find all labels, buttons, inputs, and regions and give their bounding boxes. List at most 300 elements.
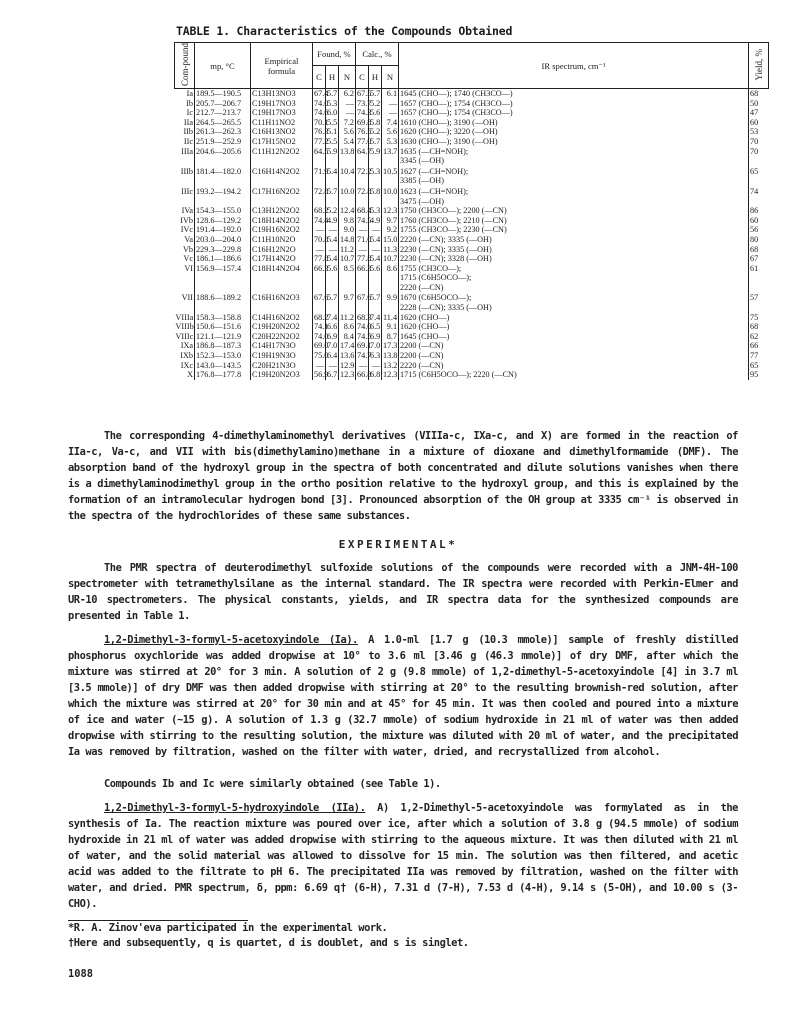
cell-cC: 73.7 [357, 98, 372, 108]
cell-fN: 17.4 [340, 341, 355, 351]
cell-ir: 1670 (C6H5OCO—); 2228 (—CN); 3335 (—OH) [399, 292, 749, 312]
cell-fN: 6.2 [339, 89, 356, 99]
cell-formula: C19H17NO3 [251, 99, 313, 109]
cell-cC: 77.0 [357, 136, 372, 146]
cell-ir: 2200 (—CN) [399, 341, 749, 351]
cell-formula: C17H16N2O2 [251, 186, 313, 206]
cell-yield: 80 [749, 235, 769, 245]
cell-cH: 5.7 [370, 89, 381, 99]
cell-cN: 8.6 [382, 264, 399, 293]
cell-mp: 158.3—158.8 [195, 313, 251, 323]
cell-cC: 74.3 [357, 108, 372, 118]
cell-yield: 47 [749, 108, 769, 118]
cell-cC: 77.8 [357, 254, 372, 264]
table-row [175, 292, 769, 312]
cell-fC: 67.4 [314, 89, 329, 99]
cell-cN: 9.9 [382, 292, 399, 312]
cell-formula: C16H13NO2 [251, 127, 313, 137]
table-row [175, 186, 769, 206]
cell-fN: 5.6 [339, 127, 356, 137]
cell-cH: — [369, 225, 382, 235]
cell-fH: — [326, 245, 339, 255]
cell-fH: 5.3 [327, 98, 338, 108]
cell-formula: C13H13NO3 [251, 89, 313, 99]
footnote-rule [68, 920, 248, 921]
cell-fH: 6.0 [327, 108, 338, 118]
cell-cH: 4.9 [370, 215, 381, 225]
cell-formula: C20H22N2O2 [251, 332, 313, 342]
cell-cH: 6.3 [370, 351, 381, 361]
table-row [175, 127, 769, 137]
cell-compound: Vb [182, 244, 193, 254]
table-row [175, 166, 769, 186]
cell-mp: 176.8—177.8 [195, 370, 251, 380]
cell-mp: 203.0—204.0 [195, 235, 251, 245]
cell-yield: 67 [749, 254, 769, 264]
cell-cH: 7.4 [370, 312, 381, 322]
cell-fH: 5.4 [326, 166, 339, 186]
cell-compound: Ib [186, 98, 193, 108]
cell-fC: 74.0 [314, 98, 329, 108]
cell-ir: 2220 (—CN) [399, 361, 749, 371]
cell-ir: 1620 (CHO—); 3220 (—OH) [399, 127, 749, 137]
cell-compound: IIb [183, 127, 193, 137]
header-calc-n: N [382, 66, 399, 89]
cell-ir: 1620 (CHO—) [399, 322, 749, 332]
paragraph-ib-ic: Compounds Ib and Ic were similarly obtained (see Table 1). [104, 778, 441, 790]
cell-ir: 2230 (—CN); 3328 (—OH) [399, 254, 749, 264]
header-calc-c: C [356, 66, 369, 89]
cell-cC: — [356, 225, 369, 235]
cell-cN: 11.3 [383, 244, 398, 254]
cell-compound: IIa [183, 117, 193, 127]
table-row [175, 313, 769, 323]
cell-mp: 205.7—206.7 [195, 99, 251, 109]
cell-formula: C19H20N2O2 [251, 322, 313, 332]
cell-compound: IXa [180, 341, 193, 351]
cell-fH: 6.6 [327, 322, 338, 332]
cell-cC: 74.0 [357, 322, 372, 332]
header-mp: mp, °C [195, 43, 251, 89]
header-calc: Calc., % [356, 43, 399, 66]
cell-cH: 5.3 [370, 206, 381, 216]
cell-cC: 66.3 [356, 264, 369, 293]
cell-ir: 1657 (CHO—); 1754 (CH3CO—) [399, 99, 749, 109]
cell-fC: 74.6 [314, 108, 329, 118]
cell-fC: — [313, 225, 326, 235]
cell-ir: 1755 (CH3CO—); 2230 (—CN) [399, 225, 749, 235]
cell-fH: 7.4 [327, 312, 338, 322]
cell-fN: 12.9 [340, 360, 355, 370]
cell-fC: 68.2 [314, 206, 329, 216]
cell-cN: 10.5 [382, 166, 399, 186]
cell-cH: 5.7 [370, 136, 381, 146]
cell-compound: IIIc [181, 186, 193, 196]
cell-fH: 4.9 [327, 215, 338, 225]
cell-yield: 75 [749, 313, 769, 323]
cell-mp: 188.6—189.2 [195, 292, 251, 312]
cell-ir: 2230 (—CN); 3335 (—OH) [399, 245, 749, 255]
paragraph-spectra: The PMR spectra of deuterodimethyl sulfoxide solutions of the compounds were recorded with a JNM-4H-100 spectrometer with tetramethylsilane as the internal standard. The IR spectra were recorded with Perkin-Elmer and UR-10 spectrometers. The physical constants, yields, and IR spectra data for the synthesized compounds are presented in Table 1. [68, 562, 738, 622]
cell-yield: 57 [749, 292, 769, 312]
cell-cC: 72.2 [356, 166, 369, 186]
cell-compound: IVc [180, 225, 193, 235]
cell-ir: 1755 (CH3CO—); 1715 (C6H5OCO—); 2220 (—CN) [399, 264, 749, 293]
cell-formula: C18H14N2O2 [251, 216, 313, 226]
cell-cN: 12.3 [383, 370, 398, 380]
cell-yield: 61 [749, 264, 769, 293]
cell-fH: 5.1 [327, 127, 338, 137]
cell-cC: 67.5 [357, 89, 372, 99]
table-row [175, 341, 769, 351]
cell-cH: 5.7 [369, 292, 382, 312]
header-ir: IR spectrum, cm⁻¹ [399, 43, 749, 89]
cell-cH: 5.4 [370, 234, 381, 244]
header-compound: Com-pound [175, 43, 195, 89]
cell-yield: 74 [749, 186, 769, 206]
cell-ir: 1627 (—CH=NOH); 3385 (—OH) [399, 166, 749, 186]
cell-fN: 12.4 [340, 206, 355, 216]
header-yield: Yield, % [749, 43, 769, 89]
cell-compound: IVa [181, 206, 193, 216]
cell-formula: C20H21N3O [251, 361, 313, 371]
cell-cN: 9.7 [382, 216, 399, 226]
compound-title-ia: 1,2-Dimethyl-3-formyl-5-acetoxyindole (Ia). [104, 634, 358, 646]
cell-fH: 5.2 [327, 206, 338, 216]
cell-fN: 9.0 [339, 225, 356, 235]
cell-fH: 5.9 [326, 147, 339, 166]
cell-fC: — [313, 245, 326, 255]
cell-cC: 76.5 [357, 127, 372, 137]
cell-cN: 17.3 [383, 341, 398, 351]
cell-cH: — [369, 245, 382, 255]
cell-formula: C11H10N2O [251, 235, 313, 245]
cell-formula: C14H16N2O2 [251, 313, 313, 323]
cell-fC: 74.1 [314, 322, 329, 332]
cell-cN: 9.2 [382, 225, 399, 235]
synthesis-iia-text: A) 1,2-Dimethyl-5-acetoxyindole was formylated as in the synthesis of Ia. The reaction mixture was poured over ice, after which a solution of 3.8 g (94.5 mmole) of sodium hydroxide in 21 ml of water was added dropwise with stirring to the aqueous mixture. It was then diluted with 21 ml of water, and the solid material was allowed to dissolve for 15 min. The solution was then filtered, and acetic acid was added to the filtrate to pH 6. The precipitated IIa was removed by filtration, washed on the filter with water, and dried. PMR spectrum, δ, ppm: 6.69 q† (6-H), 7.31 d (7-H), 7.53 d (4-H), 9.14 s (5-OH), and 10.00 s (3-CHO). [68, 802, 738, 910]
cell-compound: IIIb [180, 166, 193, 176]
cell-compound: IIIa [181, 146, 193, 156]
cell-fH: — [326, 225, 339, 235]
cell-fH: 5.4 [327, 234, 338, 244]
cell-fN: 5.4 [339, 137, 356, 147]
cell-compound: Vc [183, 254, 193, 264]
cell-cN: 10.7 [383, 254, 398, 264]
cell-ir: 1620 (CHO—) [399, 313, 749, 323]
cell-cN: — [382, 108, 399, 118]
table-row [175, 137, 769, 147]
cell-compound: VI [184, 263, 193, 273]
cell-ir: 1623 (—CH=NOH); 3475 (—OH) [399, 186, 749, 206]
header-formula: Empirical formula [251, 43, 313, 89]
table-row [175, 332, 769, 342]
cell-mp: 212.7—213.7 [195, 108, 251, 118]
cell-fC: 77.8 [314, 254, 329, 264]
cell-fH: 5.5 [327, 117, 338, 127]
cell-cN: 12.3 [383, 206, 398, 216]
cell-cH: 5.8 [369, 186, 382, 206]
cell-cH: 6.9 [370, 331, 381, 341]
cell-ir: 1630 (CHO—); 3190 (—OH) [399, 137, 749, 147]
cell-cC: — [356, 245, 369, 255]
header-calc-h: H [369, 66, 382, 89]
cell-cN: 5.3 [382, 137, 399, 147]
cell-mp: 156.9—157.4 [195, 264, 251, 293]
cell-fH: 6.7 [327, 370, 338, 380]
cell-fC: 56.9 [314, 370, 329, 380]
cell-cN: 9.1 [382, 322, 399, 332]
cell-yield: 60 [749, 216, 769, 226]
table-row [175, 370, 769, 380]
cell-mp: 229.3—229.8 [195, 245, 251, 255]
cell-fC: 75.0 [314, 351, 329, 361]
cell-fC: 74.0 [314, 331, 329, 341]
cell-mp: 261.3—262.3 [195, 127, 251, 137]
cell-cN: 5.6 [382, 127, 399, 137]
cell-mp: 191.4—192.0 [195, 225, 251, 235]
cell-cN: 6.1 [382, 89, 399, 99]
cell-fN: 9.8 [339, 216, 356, 226]
cell-cN: 13.2 [383, 360, 398, 370]
cell-cH: 5.3 [369, 166, 382, 186]
cell-cH: — [369, 361, 382, 371]
cell-cH: 5.6 [369, 264, 382, 293]
cell-fH: — [326, 361, 339, 371]
cell-yield: 68 [749, 245, 769, 255]
cell-cH: 5.4 [370, 254, 381, 264]
header-found-c: C [313, 66, 326, 89]
table-row [175, 89, 769, 99]
cell-cC: 71.0 [357, 234, 372, 244]
cell-ir: 2220 (—CN); 3335 (—OH) [399, 235, 749, 245]
cell-mp: 154.3—155.0 [195, 206, 251, 216]
cell-yield: 95 [749, 370, 769, 380]
cell-fH: 6.4 [327, 351, 338, 361]
cell-cC: 74.7 [357, 351, 372, 361]
cell-yield: 62 [749, 332, 769, 342]
table-body [175, 89, 769, 380]
cell-compound: VII [181, 293, 193, 303]
cell-cH: 5.6 [370, 108, 381, 118]
cell-fH: 5.5 [327, 136, 338, 146]
cell-yield: 50 [749, 99, 769, 109]
cell-compound: Ic [186, 108, 193, 118]
cell-cN: 8.7 [382, 332, 399, 342]
cell-formula: C17H15NO2 [251, 137, 313, 147]
cell-ir: 1635 (—CH=NOH); 3345 (—OH) [399, 147, 749, 166]
cell-cN: 7.4 [382, 118, 399, 128]
table-row [175, 235, 769, 245]
cell-fH: 5.6 [326, 264, 339, 293]
cell-cC: 74.5 [357, 215, 372, 225]
table-row [175, 245, 769, 255]
cell-fC: — [313, 361, 326, 371]
cell-cN: 13.7 [382, 147, 399, 166]
cell-fH: 6.9 [327, 331, 338, 341]
cell-yield: 70 [749, 147, 769, 166]
cell-ir: 1610 (CHO—); 3190 (—OH) [399, 118, 749, 128]
cell-mp: 186.8—187.3 [195, 341, 251, 351]
cell-fC: 70.8 [314, 234, 329, 244]
cell-compound: Ia [186, 89, 193, 99]
cell-ir: 2200 (—CN) [399, 351, 749, 361]
cell-fH: 5.7 [327, 89, 338, 99]
cell-yield: 60 [749, 118, 769, 128]
cell-fN: 11.2 [340, 244, 355, 254]
cell-fC: 70.1 [314, 117, 329, 127]
cell-cC: — [356, 361, 369, 371]
cell-formula: C16H12N2O [251, 245, 313, 255]
footnote-contributor: *R. A. Zinov'eva participated in the experimental work. [68, 922, 388, 934]
cell-mp: 189.5—190.5 [195, 89, 251, 99]
cell-yield: 86 [749, 206, 769, 216]
cell-fN: 8.6 [339, 322, 356, 332]
cell-mp: 150.6—151.6 [195, 322, 251, 332]
cell-formula: C18H14N2O4 [251, 264, 313, 293]
cell-yield: 65 [749, 361, 769, 371]
cell-formula: C19H20N2O3 [251, 370, 313, 380]
cell-fN: 9.7 [339, 292, 356, 312]
cell-yield: 66 [749, 341, 769, 351]
cell-mp: 251.9—252.9 [195, 137, 251, 147]
cell-formula: C16H14N2O2 [251, 166, 313, 186]
cell-formula: C17H14N2O [251, 254, 313, 264]
cell-cN: 13.8 [383, 351, 398, 361]
cell-cN: 10.0 [382, 186, 399, 206]
cell-yield: 70 [749, 137, 769, 147]
cell-ir: 1645 (CHO—); 1740 (CH3CO—) [399, 89, 749, 99]
cell-mp: 128.6—129.2 [195, 216, 251, 226]
cell-fN: — [339, 99, 356, 109]
cell-cC: 69.8 [357, 117, 372, 127]
cell-mp: 204.6—205.6 [195, 147, 251, 166]
cell-yield: 77 [749, 351, 769, 361]
cell-mp: 152.3—153.0 [195, 351, 251, 361]
cell-fN: 10.0 [339, 186, 356, 206]
cell-fH: 5.4 [327, 254, 338, 264]
table-row [175, 216, 769, 226]
cell-yield: 68 [749, 89, 769, 99]
cell-fC: 71.9 [313, 166, 326, 186]
cell-compound: IXc [180, 360, 193, 370]
cell-cN: — [382, 99, 399, 109]
cell-yield: 65 [749, 166, 769, 186]
compound-title-iia: 1,2-Dimethyl-3-formyl-5-hydroxyindole (IIa). [104, 802, 366, 814]
cell-ir: 1645 (CHO—) [399, 332, 749, 342]
cell-fC: 72.8 [313, 186, 326, 206]
cell-mp: 121.1—121.9 [195, 332, 251, 342]
synthesis-ia-text: A 1.0-ml [1.7 g (10.3 mmole)] sample of freshly distilled phosphorus oxychloride was added dropwise at 10° to 3.6 ml [3.46 g (46.3 mmole)] of dry DMF, after which the mixture was stirred at 20° for 3 min. A solution of 2 g (9.8 mmole) of 1,2-dimethyl-5-acetoxyindole [4] in 3.7 ml [3.5 mmole)] of dry DMF was then added dropwise with stirring at 20° to the resulting brownish-red solution, after which the mixture was stirred at 20° for 30 min and at 45° for 45 min. It was then cooled and poured into a mixture of ice and water (~15 g). A solution of 1.3 g (32.7 mmole) of sodium hydroxide in 21 ml of water was then added dropwise with stirring to the resulting solution, the mixture was diluted with 20 ml of water, and the precipitated Ia was removed by filtration, washed on the filter with water, dried, and recrystallized from alcohol. [68, 634, 738, 758]
cell-yield: 68 [749, 322, 769, 332]
table-caption: TABLE 1. Characteristics of the Compounds Obtained [176, 24, 513, 38]
cell-mp: 193.2—194.2 [195, 186, 251, 206]
cell-compound: IIc [183, 136, 193, 146]
cell-cH: 5.8 [370, 117, 381, 127]
cell-cN: 11.4 [383, 312, 398, 322]
cell-compound: X [187, 370, 193, 380]
cell-cC: 68.4 [357, 206, 372, 216]
page-number: 1088 [68, 968, 94, 980]
table-row [175, 322, 769, 332]
compounds-table [174, 42, 769, 380]
cell-fN: 10.7 [340, 254, 355, 264]
cell-cC: 66.8 [357, 370, 372, 380]
table-row [175, 99, 769, 109]
cell-cC: 69.1 [357, 341, 372, 351]
header-found: Found, % [313, 43, 356, 66]
cell-cH: 7.0 [370, 341, 381, 351]
header-found-h: H [326, 66, 339, 89]
cell-compound: Va [184, 234, 193, 244]
cell-yield: 56 [749, 225, 769, 235]
cell-fC: 66.3 [313, 264, 326, 293]
table-row [175, 225, 769, 235]
table-row [175, 147, 769, 166]
cell-cC: 74.5 [357, 331, 372, 341]
cell-fN: 11.2 [340, 312, 355, 322]
cell-fH: 5.7 [326, 292, 339, 312]
cell-formula: C19H16N2O2 [251, 225, 313, 235]
cell-fH: 7.0 [327, 341, 338, 351]
cell-formula: C19H17NO3 [251, 108, 313, 118]
cell-cC: 72.8 [356, 186, 369, 206]
cell-compound: VIIIc [175, 331, 194, 341]
cell-cH: 5.2 [370, 127, 381, 137]
cell-ir: 1715 (C6H5OCO—); 2220 (—CN) [399, 370, 749, 380]
table-row [175, 254, 769, 264]
cell-ir: 1750 (CH3CO—); 2200 (—CN) [399, 206, 749, 216]
table-row [175, 264, 769, 293]
cell-cC: 67.6 [356, 292, 369, 312]
cell-fC: 64.5 [313, 147, 326, 166]
cell-mp: 143.0—143.5 [195, 361, 251, 371]
paragraph-synthesis-iia [68, 800, 738, 912]
cell-cH: 6.5 [370, 322, 381, 332]
cell-yield: 53 [749, 127, 769, 137]
cell-cN: 15.0 [383, 234, 398, 244]
cell-mp: 181.4—182.0 [195, 166, 251, 186]
cell-ir: 1657 (CHO—); 1754 (CH3CO—) [399, 108, 749, 118]
table-row [175, 351, 769, 361]
table-row [175, 361, 769, 371]
cell-fN: 10.4 [339, 166, 356, 186]
cell-ir: 1760 (CH3CO—); 2210 (—CN) [399, 216, 749, 226]
cell-fN: 12.3 [340, 370, 355, 380]
cell-fC: 76.3 [314, 127, 329, 137]
table-row [175, 108, 769, 118]
table-row [175, 118, 769, 128]
header-found-n: N [339, 66, 356, 89]
paragraph-derivatives: The corresponding 4-dimethylaminomethyl derivatives (VIIIa-c, IXa-c, and X) are formed in the reaction of IIa-c, Va-c, and VII with bis(dimethylamino)methane in a mixture of dioxane and dimethylformamide (DMF). The absorption band of the hydroxyl group in the spectra of both concentrated and dilute solutions vanishes when there is a dimethylaminodimethyl group in the ortho position relative to the hydroxyl group, and this is explained by the formation of an intramolecular hydrogen bond [3]. Pronounced absorption of the OH group at 3335 cm⁻¹ is observed in the spectra of the hydrochlorides of these same substances. [68, 430, 738, 522]
cell-fC: 69.0 [314, 341, 329, 351]
cell-fN: 7.2 [339, 118, 356, 128]
cell-fN: 8.4 [339, 332, 356, 342]
cell-cC: 68.3 [357, 312, 372, 322]
cell-compound: IXb [180, 351, 193, 361]
cell-fN: 13.6 [340, 351, 355, 361]
cell-compound: IVb [180, 215, 193, 225]
cell-mp: 264.5—265.5 [195, 118, 251, 128]
cell-fC: 74.4 [314, 215, 329, 225]
cell-fC: 77.2 [314, 136, 329, 146]
cell-formula: C19H19N3O [251, 351, 313, 361]
section-heading-experimental: EXPERIMENTAL* [338, 538, 458, 551]
footnote-abbreviations: †Here and subsequently, q is quartet, d is doublet, and s is singlet. [68, 937, 469, 949]
cell-formula: C13H12N2O2 [251, 206, 313, 216]
cell-fN: 14.8 [340, 234, 355, 244]
cell-compound: VIIIa [175, 312, 194, 322]
